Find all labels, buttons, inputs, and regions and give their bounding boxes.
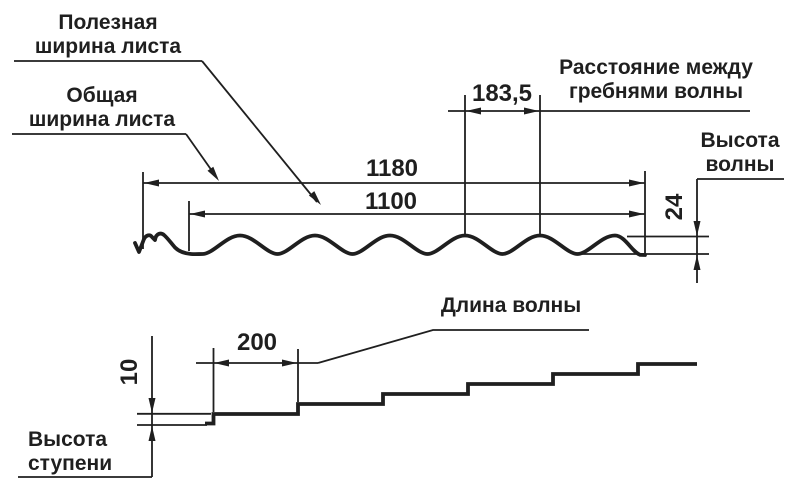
top-view-arrowheads xyxy=(144,108,701,271)
dim-value-1100: 1100 xyxy=(364,188,418,215)
step-height-label xyxy=(28,428,158,476)
useful-width-label xyxy=(10,11,206,59)
step-height-label-line1: Высота xyxy=(28,428,108,451)
wave-length-leader xyxy=(318,330,589,363)
dim-value-24: 24 xyxy=(661,193,688,221)
crest-spacing-label-line1: Расстояние между xyxy=(559,56,753,79)
total-width-label-line1: Общая xyxy=(66,84,138,107)
step-height-label-line2: ступени xyxy=(28,452,113,475)
useful-width-leader xyxy=(202,61,317,202)
useful-width-label-line1: Полезная xyxy=(58,11,158,34)
wave-height-label xyxy=(684,129,796,177)
side-view-arrowheads xyxy=(149,360,298,442)
step-profile-path xyxy=(205,364,697,424)
wave-height-label-line2: волны xyxy=(705,153,775,176)
total-width-label-line2: ширина листа xyxy=(28,108,176,131)
dim-value-183-5: 183,5 xyxy=(471,80,533,107)
useful-width-label-line2: ширина листа xyxy=(34,35,182,58)
dim-value-10: 10 xyxy=(116,358,143,386)
total-width-label xyxy=(6,84,198,132)
crest-spacing-label xyxy=(544,56,768,104)
wave-profile-path xyxy=(135,234,645,255)
dim-value-1180: 1180 xyxy=(365,155,419,182)
dim-value-200: 200 xyxy=(236,329,278,356)
crest-spacing-label-line2: гребнями волны xyxy=(568,80,744,103)
wave-length-label: Длина волны xyxy=(440,294,582,317)
wave-height-label-line1: Высота xyxy=(700,129,780,152)
